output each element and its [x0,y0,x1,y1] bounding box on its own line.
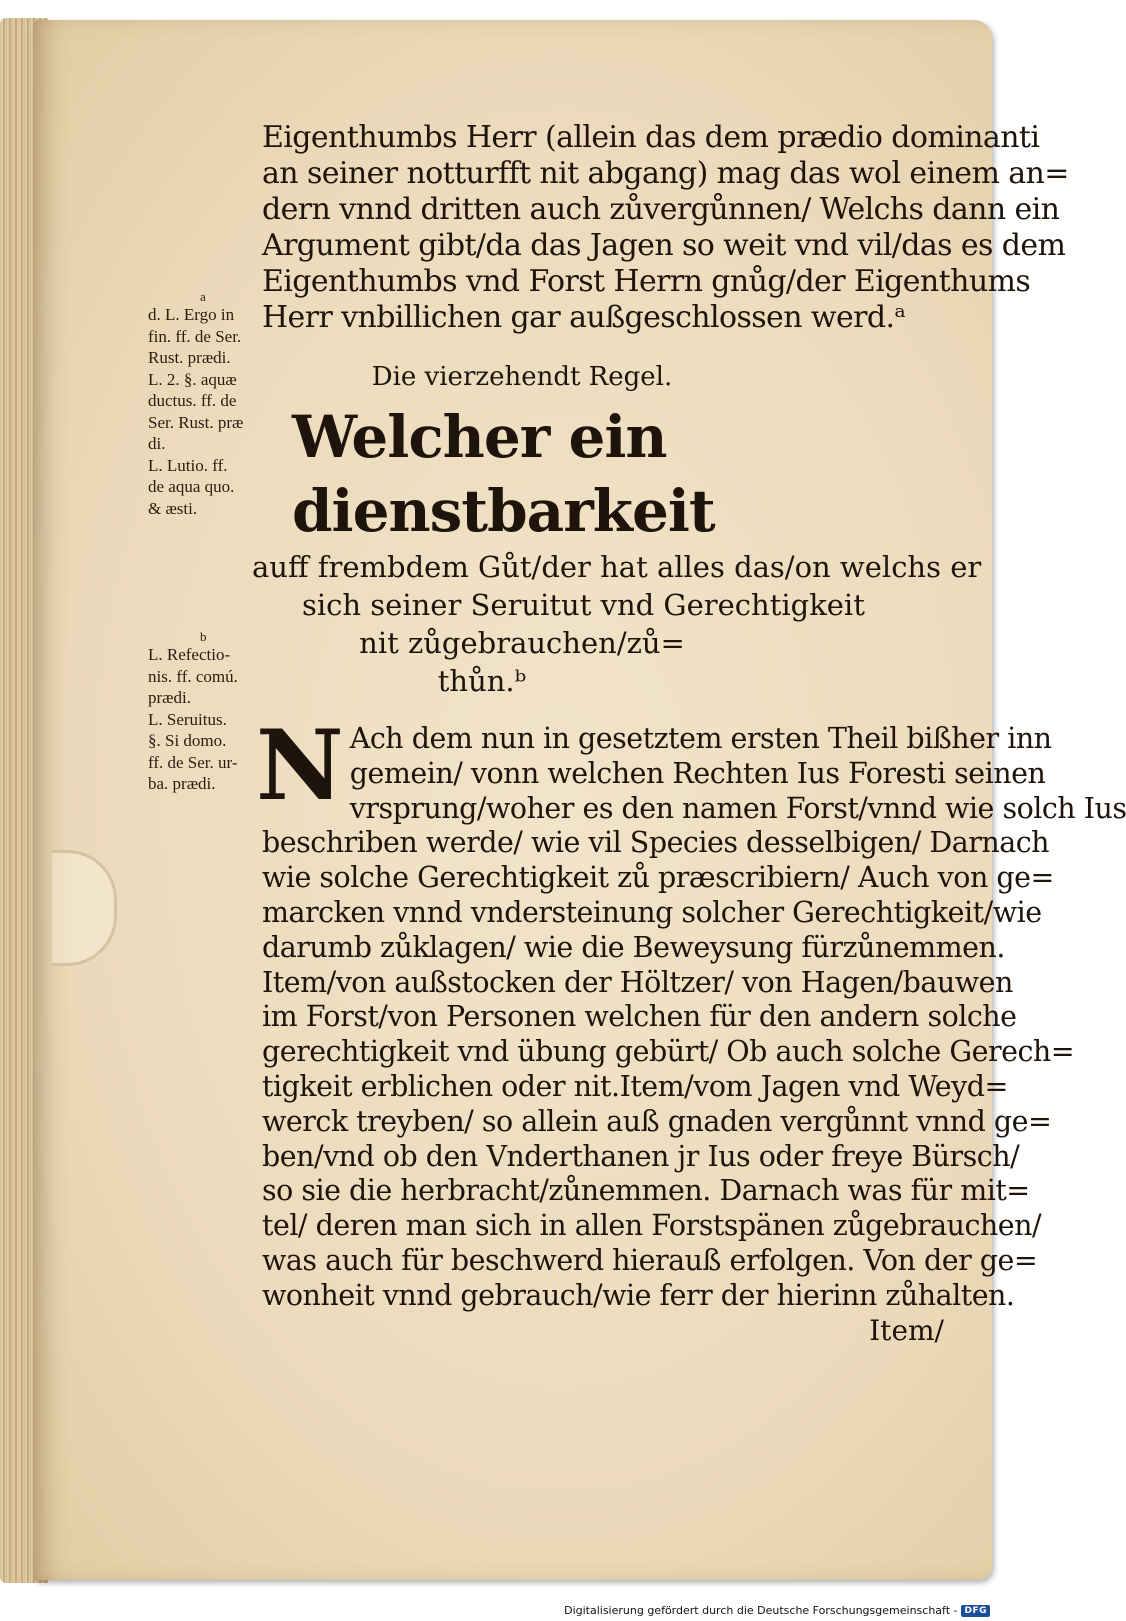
body-line: so sie die herbracht/zůnemmen. Darnach was für mit= [262,1174,1030,1208]
body-line: Item/von außstocken der Höltzer/ von Hagen/bauwen [262,965,1013,999]
subheading-line: nit zůgebrauchen/zů= [359,626,685,660]
margin-note-line: ba. prædi. [148,774,216,793]
body-line: marcken vnnd vndersteinung solcher Gerechtigkeit/wie [262,895,1042,929]
body-line: werck treyben/ so allein auß gnaden vergůnnt vnnd ge= [262,1104,1052,1138]
margin-note-line: Ser. Rust. præ [148,412,244,432]
footnote-mark-a: a [200,289,206,304]
dfg-logo-icon: DFG [961,1605,990,1617]
margin-notes-a [148,290,266,519]
margin-note-line: L. 2. §. aquæ [148,369,237,389]
body-line: vrsprung/woher es den namen Forst/vnnd wie solch Ius [349,791,1126,825]
margin-note-line: ff. de Ser. ur- [148,752,238,772]
body-line: wie solche Gerechtigkeit zů præscribiern/ Auch von ge= [262,861,1054,895]
margin-note-line: Rust. prædi. [148,348,231,367]
footer-text: Digitalisierung gefördert durch die Deutsche Forschungsgemeinschaft - [564,1604,958,1617]
margin-note-line: §. Si domo. [148,731,227,750]
drop-cap-initial: N [256,709,344,822]
digitization-footer [564,1604,990,1617]
subheading-line: thůn.ᵇ [437,664,527,698]
paper-clip-mark [52,850,117,966]
body-line: tel/ deren man sich in allen Forstspänen zůgebrauchen/ [262,1209,1042,1243]
body-line: gemein/ vonn welchen Rechten Ius Foresti seinen [349,756,1046,790]
text-line: Eigenthumbs Herr (allein das dem prædio dominanti [262,120,1040,155]
body-line: was auch für beschwerd hierauß erfolgen. Von der ge= [262,1243,1038,1277]
body-line: tigkeit erblichen oder nit.Item/vom Jagen vnd Weyd= [262,1069,1008,1103]
subheading-line: sich seiner Seruitut vnd Gerechtigkeit [302,588,865,622]
rule-number-heading: Die vierzehendt Regel. [371,362,673,392]
margin-note-line: L. Lutio. ff. [148,455,228,475]
body-line: darumb zůklagen/ wie die Beweysung fürzůnemmen. [262,930,1005,964]
subheading-line: auff frembdem Gůt/der hat alles das/on welchs er [252,550,982,584]
text-line: an seiner notturfft nit abgang) mag das wol einem an= [262,156,1069,191]
main-text-block [252,120,1126,1347]
margin-note-line: & æsti. [148,498,198,518]
footnote-mark-b: b [200,629,207,644]
margin-notes-b [148,630,266,795]
section-heading: Welcher ein dienstbarkeit [292,403,715,545]
text-line: Argument gibt/da das Jagen so weit vnd vil/das es dem [262,228,1066,263]
margin-note-line: di. [148,434,166,453]
margin-note-line: L. Seruitus. [148,709,227,729]
margin-note-line: L. Refectio- [148,645,231,664]
body-line: ben/vnd ob den Vnderthanen jr Ius oder freye Bürsch/ [262,1139,1020,1173]
text-line: dern vnnd dritten auch zůvergůnnen/ Welchs dann ein [262,192,1060,227]
body-line: im Forst/von Personen welchen für den andern solche [262,1000,1017,1034]
body-line: beschriben werde/ wie vil Species desselbigen/ Darnach [262,826,1050,860]
margin-note-line: prædi. [148,688,191,707]
margin-note-line: de aqua quo. [148,477,235,496]
margin-note-line: fin. ff. de Ser. [148,326,242,346]
margin-note-line: nis. ff. comú. [148,666,238,686]
body-line: gerechtigkeit vnd übung gebürt/ Ob auch solche Gerech= [262,1035,1075,1069]
catchword: Item/ [869,1313,944,1347]
body-line: Ach dem nun in gesetztem ersten Theil bißher inn [349,722,1052,755]
margin-note-line: ductus. ff. de [148,391,237,410]
body-paragraph [256,709,1126,1314]
text-line: Herr vnbillichen gar außgeschlossen werd.ᵃ [262,300,906,335]
body-line: wonheit vnnd gebrauch/wie ferr der hierinn zůhalten. [262,1278,1015,1312]
margin-note-line: d. L. Ergo in [148,305,235,324]
text-line: Eigenthumbs vnd Forst Herrn gnůg/der Eigenthums [262,264,1031,299]
